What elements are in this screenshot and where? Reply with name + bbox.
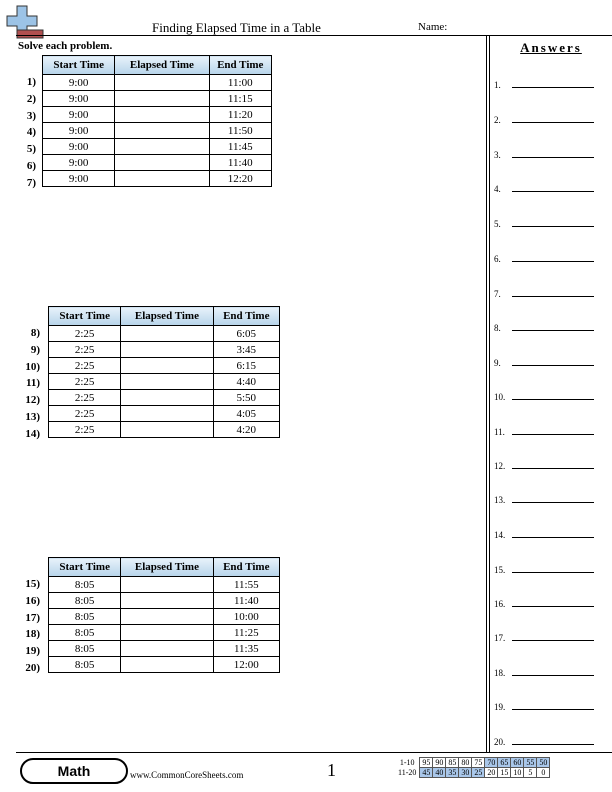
- question-number: 19): [25, 645, 40, 657]
- answer-line[interactable]: [512, 261, 594, 262]
- answer-row: [494, 321, 594, 333]
- start-cell: 8:05: [49, 609, 121, 625]
- score-cell: 95: [420, 758, 433, 768]
- end-cell: 11:35: [213, 641, 279, 657]
- table-row: [49, 609, 280, 625]
- answer-number: 13.: [494, 495, 506, 505]
- score-cell: 80: [459, 758, 472, 768]
- question-number: 3): [26, 110, 36, 122]
- start-cell: 2:25: [49, 358, 121, 374]
- start-cell: 2:25: [49, 326, 121, 342]
- answer-row: [494, 78, 594, 90]
- answer-line[interactable]: [512, 502, 594, 503]
- start-cell: 2:25: [49, 342, 121, 358]
- start-cell: 8:05: [49, 577, 121, 593]
- end-cell: 10:00: [213, 609, 279, 625]
- answers-title: Answers: [520, 40, 582, 55]
- page-title: Finding Elapsed Time in a Table: [152, 20, 321, 35]
- elapsed-cell[interactable]: [121, 641, 213, 657]
- instructions: Solve each problem.: [18, 40, 113, 52]
- answer-line[interactable]: [512, 87, 594, 88]
- question-number: 16): [25, 595, 40, 607]
- end-cell: 4:05: [213, 406, 279, 422]
- score-row-label: 11-20: [398, 768, 417, 777]
- end-cell: 5:50: [213, 390, 279, 406]
- end-cell: 6:05: [213, 326, 279, 342]
- answer-line[interactable]: [512, 226, 594, 227]
- table-row: [49, 422, 280, 438]
- start-cell: 2:25: [49, 422, 121, 438]
- answer-number: 4.: [494, 184, 501, 194]
- answer-number: 8.: [494, 323, 501, 333]
- question-number: 12): [25, 394, 40, 406]
- table-row: [43, 123, 272, 139]
- answer-number: 2.: [494, 115, 501, 125]
- answer-number: 12.: [494, 461, 506, 471]
- answer-number: 7.: [494, 289, 501, 299]
- end-cell: 11:25: [213, 625, 279, 641]
- end-cell: 11:20: [209, 107, 272, 123]
- answer-number: 5.: [494, 219, 501, 229]
- answer-number: 14.: [494, 530, 506, 540]
- start-cell: 8:05: [49, 641, 121, 657]
- answer-divider-right: [489, 36, 490, 752]
- answer-number: 20.: [494, 737, 506, 747]
- score-table: [396, 757, 550, 778]
- end-cell: 11:15: [209, 91, 272, 107]
- score-cell: 35: [446, 768, 459, 778]
- start-cell: 8:05: [49, 593, 121, 609]
- start-cell: 9:00: [43, 155, 115, 171]
- answer-number: 9.: [494, 358, 501, 368]
- answer-number: 10.: [494, 392, 506, 402]
- page-number: 1: [327, 760, 336, 780]
- answer-row: [494, 563, 594, 575]
- question-number: 11): [25, 377, 40, 389]
- score-cell: 40: [433, 768, 446, 778]
- table-row: [49, 358, 280, 374]
- question-number: 10): [25, 361, 40, 373]
- elapsed-cell[interactable]: [115, 123, 209, 139]
- table-row: [49, 374, 280, 390]
- table-row: [43, 139, 272, 155]
- answer-row: [494, 666, 594, 678]
- question-number: 7): [26, 177, 36, 189]
- name-label: Name:: [418, 21, 448, 33]
- score-cell: 5: [524, 768, 537, 778]
- col-header-elapsed: Elapsed Time: [115, 56, 209, 75]
- elapsed-cell[interactable]: [121, 593, 213, 609]
- table-row: [49, 406, 280, 422]
- answer-line[interactable]: [512, 640, 594, 641]
- question-number: 4): [26, 126, 36, 138]
- answer-number: 15.: [494, 565, 506, 575]
- elapsed-cell[interactable]: [121, 609, 213, 625]
- table-row: [49, 577, 280, 593]
- col-header-start: Start Time: [49, 558, 121, 577]
- score-cell: 25: [472, 768, 485, 778]
- question-number: 13): [25, 411, 40, 423]
- answer-row: [494, 735, 594, 747]
- end-cell: 11:40: [213, 593, 279, 609]
- answer-row: [494, 182, 594, 194]
- col-header-start: Start Time: [43, 56, 115, 75]
- score-cell: 10: [511, 768, 524, 778]
- header-rule: [16, 35, 612, 36]
- col-header-elapsed: Elapsed Time: [121, 307, 213, 326]
- table-row: [43, 75, 272, 91]
- answer-row: [494, 425, 594, 437]
- elapsed-cell[interactable]: [115, 155, 209, 171]
- table-row: [49, 625, 280, 641]
- start-cell: 9:00: [43, 91, 115, 107]
- question-number: 5): [26, 143, 36, 155]
- answer-row: [494, 148, 594, 160]
- end-cell: 11:45: [209, 139, 272, 155]
- score-cell: 75: [472, 758, 485, 768]
- score-cell: 55: [524, 758, 537, 768]
- question-number: 6): [26, 160, 36, 172]
- end-cell: 12:20: [209, 171, 272, 187]
- elapsed-cell[interactable]: [121, 326, 213, 342]
- score-cell: 60: [511, 758, 524, 768]
- start-cell: 9:00: [43, 123, 115, 139]
- end-cell: 11:55: [213, 577, 279, 593]
- score-cell: 90: [433, 758, 446, 768]
- col-header-elapsed: Elapsed Time: [121, 558, 213, 577]
- start-cell: 2:25: [49, 374, 121, 390]
- question-number: 15): [25, 578, 40, 590]
- answer-line[interactable]: [512, 537, 594, 538]
- elapsed-cell[interactable]: [115, 107, 209, 123]
- score-row-label: 1-10: [399, 758, 415, 767]
- answer-number: 3.: [494, 150, 501, 160]
- end-cell: 6:15: [213, 358, 279, 374]
- answer-line[interactable]: [512, 468, 594, 469]
- answer-row: [494, 390, 594, 402]
- table-row: [43, 107, 272, 123]
- elapsed-cell[interactable]: [121, 406, 213, 422]
- answer-divider-left: [486, 36, 487, 752]
- answer-line[interactable]: [512, 365, 594, 366]
- start-cell: 8:05: [49, 657, 121, 673]
- score-cell: 0: [537, 768, 550, 778]
- score-cell: 85: [446, 758, 459, 768]
- end-cell: 4:40: [213, 374, 279, 390]
- answer-row: [494, 287, 594, 299]
- answer-row: [494, 528, 594, 540]
- problem-table-3: [48, 557, 280, 673]
- elapsed-cell[interactable]: [121, 374, 213, 390]
- table-row: [49, 593, 280, 609]
- answer-number: 11.: [494, 427, 505, 437]
- table-row: [49, 390, 280, 406]
- start-cell: 8:05: [49, 625, 121, 641]
- end-cell: 11:00: [209, 75, 272, 91]
- answer-row: [494, 493, 594, 505]
- col-header-start: Start Time: [49, 307, 121, 326]
- answer-row: [494, 700, 594, 712]
- question-number: 8): [30, 327, 40, 339]
- elapsed-cell[interactable]: [121, 577, 213, 593]
- answer-row: [494, 597, 594, 609]
- start-cell: 9:00: [43, 107, 115, 123]
- elapsed-cell[interactable]: [115, 139, 209, 155]
- question-number: 2): [26, 93, 36, 105]
- table-row: [43, 155, 272, 171]
- table-row: [49, 326, 280, 342]
- score-cell: 30: [459, 768, 472, 778]
- answer-row: [494, 459, 594, 471]
- question-number: 14): [25, 428, 40, 440]
- answer-row: [494, 113, 594, 125]
- question-number: 20): [25, 662, 40, 674]
- elapsed-cell[interactable]: [121, 390, 213, 406]
- elapsed-cell[interactable]: [115, 75, 209, 91]
- problem-table-1: [42, 55, 272, 187]
- end-cell: 11:40: [209, 155, 272, 171]
- question-number: 9): [30, 344, 40, 356]
- start-cell: 9:00: [43, 75, 115, 91]
- answer-line[interactable]: [512, 122, 594, 123]
- start-cell: 9:00: [43, 139, 115, 155]
- end-cell: 4:20: [213, 422, 279, 438]
- answer-line[interactable]: [512, 157, 594, 158]
- answer-row: [494, 631, 594, 643]
- answer-number: 6.: [494, 254, 501, 264]
- score-cell: 15: [498, 768, 511, 778]
- answer-number: 1.: [494, 80, 501, 90]
- score-cell: 50: [537, 758, 550, 768]
- end-cell: 12:00: [213, 657, 279, 673]
- answer-line[interactable]: [512, 606, 594, 607]
- footer-rule: [16, 752, 612, 753]
- col-header-end: End Time: [213, 307, 279, 326]
- answer-number: 18.: [494, 668, 506, 678]
- table-row: [49, 342, 280, 358]
- subject-badge: Math: [20, 758, 128, 784]
- score-cell: 70: [485, 758, 498, 768]
- answer-line[interactable]: [512, 434, 594, 435]
- question-number: 17): [25, 612, 40, 624]
- start-cell: 2:25: [49, 390, 121, 406]
- answer-number: 17.: [494, 633, 506, 643]
- table-row: [49, 657, 280, 673]
- table-row: [43, 171, 272, 187]
- answer-row: [494, 217, 594, 229]
- answer-line[interactable]: [512, 191, 594, 192]
- col-header-end: End Time: [209, 56, 272, 75]
- end-cell: 11:50: [209, 123, 272, 139]
- score-cell: 20: [485, 768, 498, 778]
- elapsed-cell[interactable]: [115, 91, 209, 107]
- elapsed-cell[interactable]: [121, 657, 213, 673]
- website-link[interactable]: www.CommonCoreSheets.com: [130, 770, 244, 780]
- answer-line[interactable]: [512, 709, 594, 710]
- start-cell: 2:25: [49, 406, 121, 422]
- end-cell: 3:45: [213, 342, 279, 358]
- problem-table-2: [48, 306, 280, 438]
- question-number: 1): [26, 76, 36, 88]
- elapsed-cell[interactable]: [121, 422, 213, 438]
- elapsed-cell[interactable]: [121, 358, 213, 374]
- col-header-end: End Time: [213, 558, 279, 577]
- answer-line[interactable]: [512, 744, 594, 745]
- elapsed-cell[interactable]: [115, 171, 209, 187]
- answer-line[interactable]: [512, 675, 594, 676]
- answer-number: 16.: [494, 599, 506, 609]
- score-cell: 65: [498, 758, 511, 768]
- answer-line[interactable]: [512, 572, 594, 573]
- elapsed-cell[interactable]: [121, 342, 213, 358]
- answer-row: [494, 356, 594, 368]
- start-cell: 9:00: [43, 171, 115, 187]
- elapsed-cell[interactable]: [121, 625, 213, 641]
- table-row: [43, 91, 272, 107]
- table-row: [49, 641, 280, 657]
- question-number: 18): [25, 628, 40, 640]
- answer-number: 19.: [494, 702, 506, 712]
- score-cell: 45: [420, 768, 433, 778]
- answer-line[interactable]: [512, 296, 594, 297]
- answer-line[interactable]: [512, 399, 594, 400]
- answer-line[interactable]: [512, 330, 594, 331]
- answer-row: [494, 252, 594, 264]
